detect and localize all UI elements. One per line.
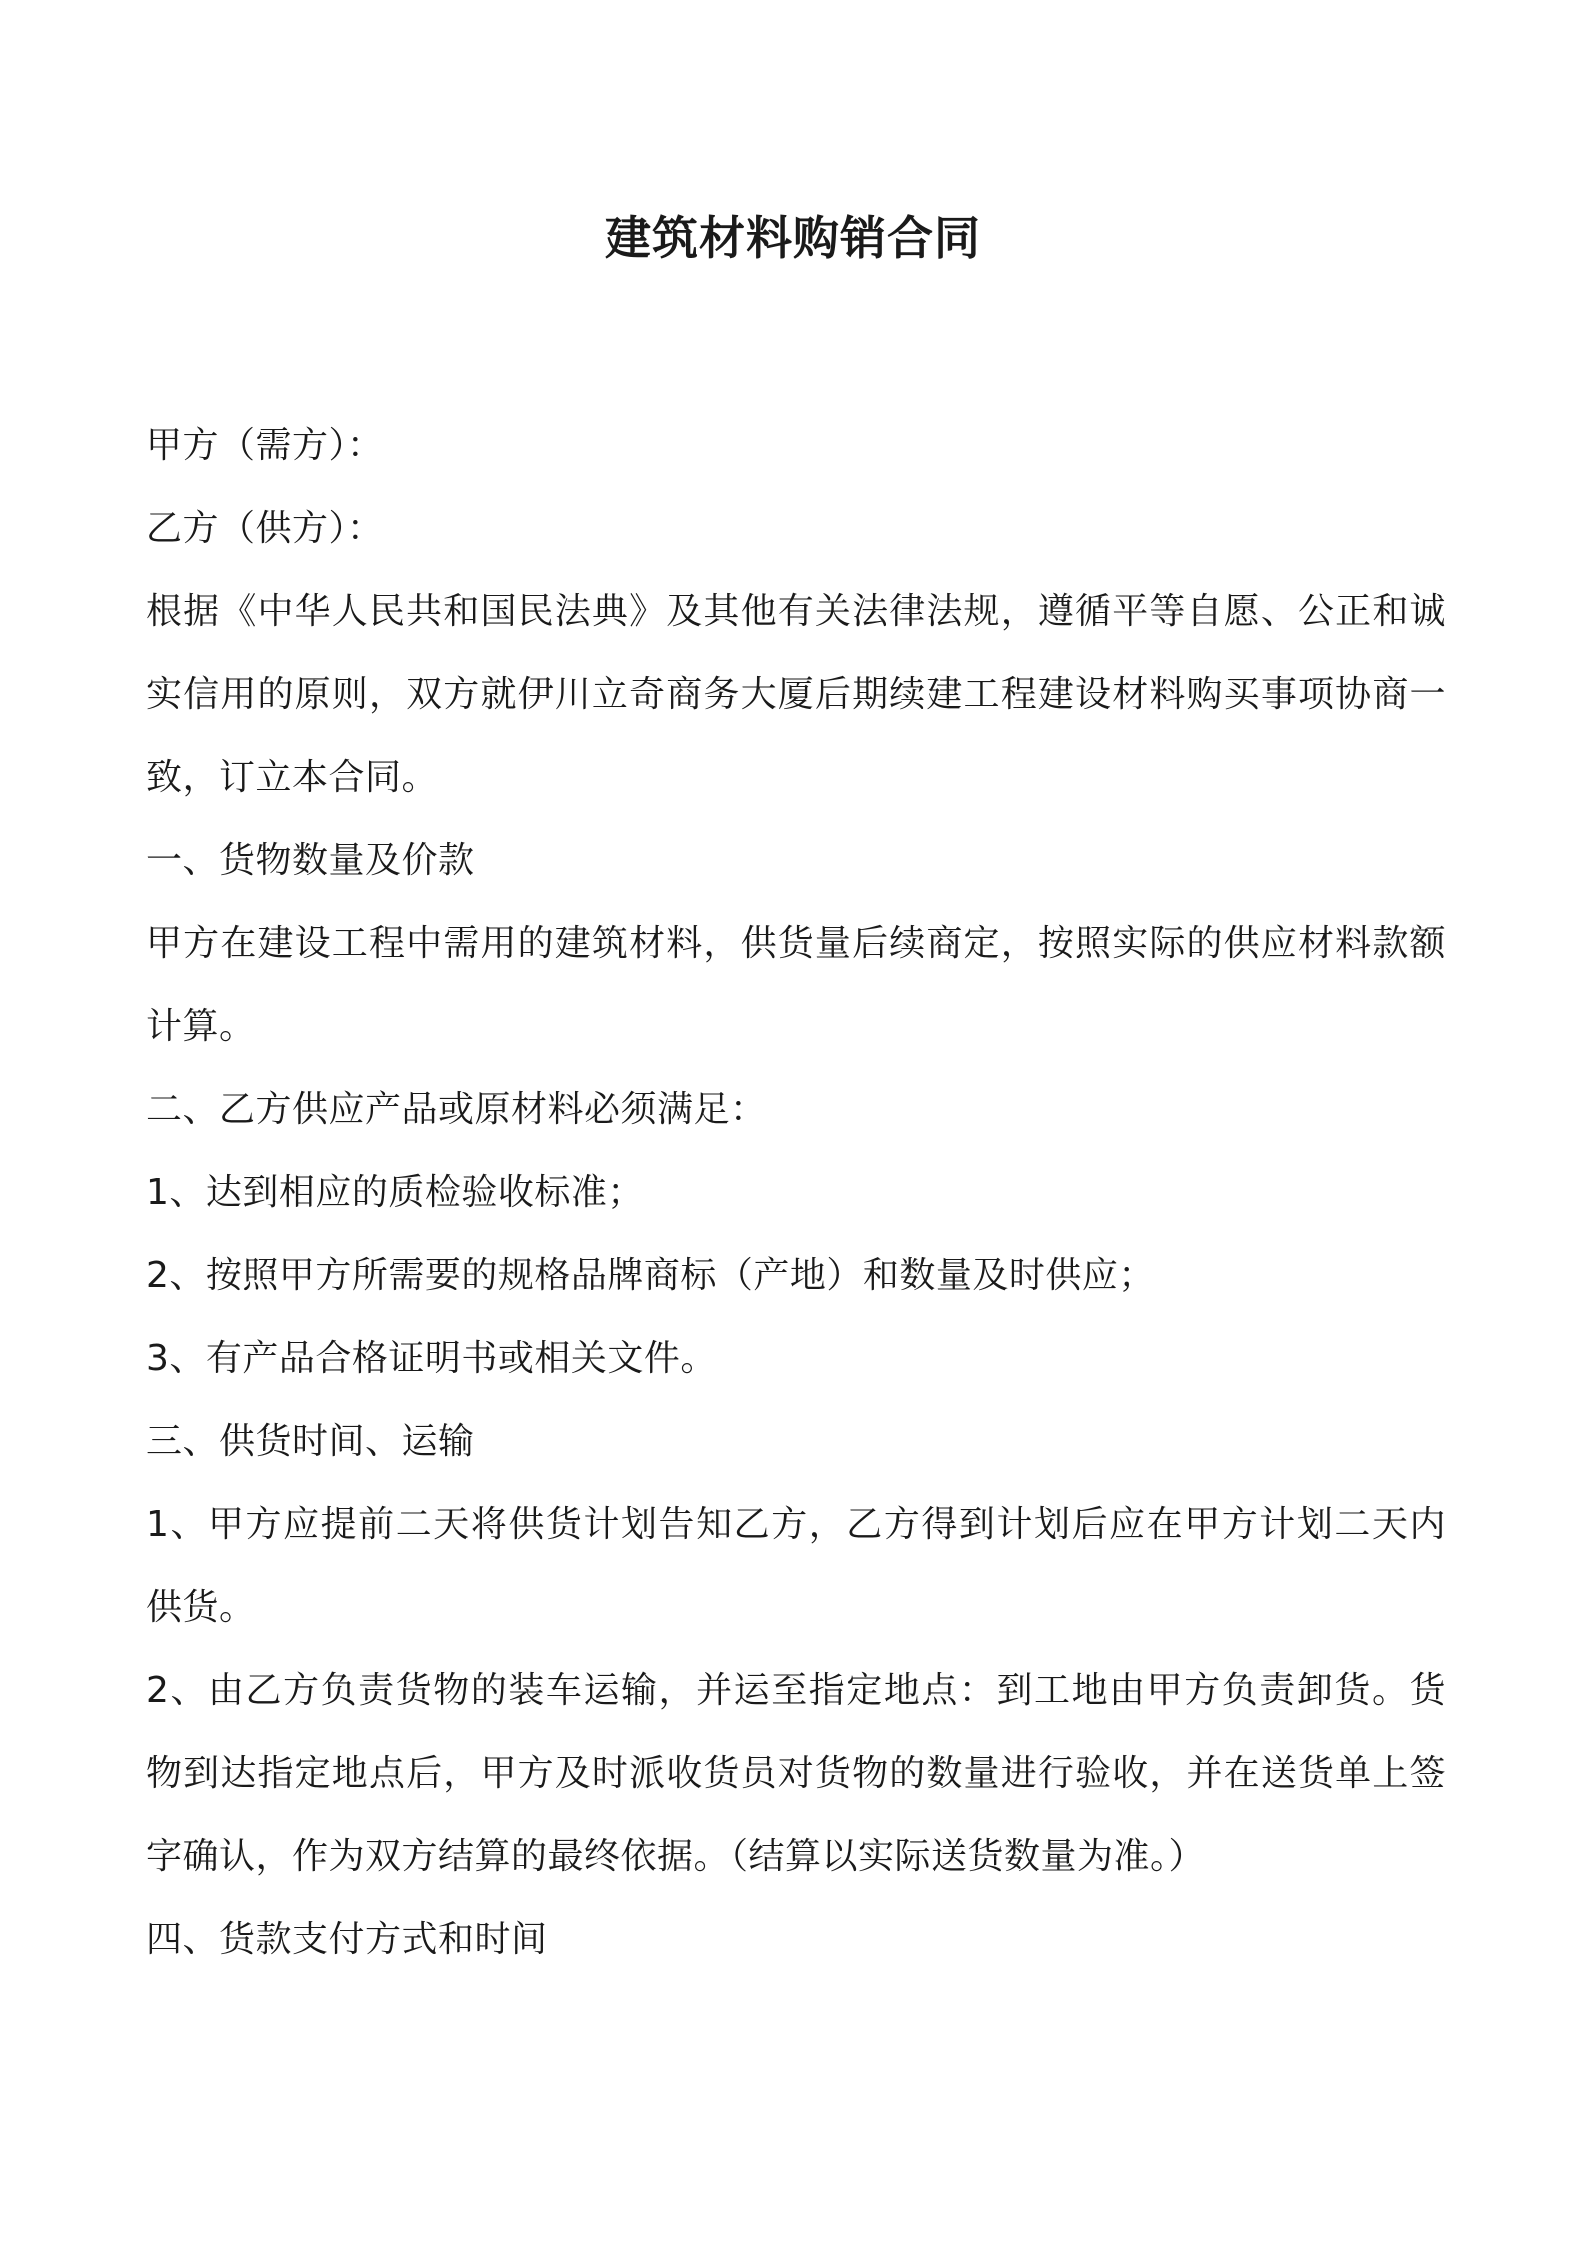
section-2-item-1: 1、达到相应的质检验收标准；: [146, 1172, 644, 1213]
party-b-line: 乙方（供方）：: [146, 508, 384, 549]
section-3-item-1: 1、甲方应提前二天将供货计划告知乙方，乙方得到计划后应在甲方计划二天内供货。: [146, 1504, 1446, 1628]
section-heading-2: 二、乙方供应产品或原材料必须满足：: [146, 1089, 767, 1130]
section-1-paragraph: 甲方在建设工程中需用的建筑材料，供货量后续商定，按照实际的供应材料款额计算。: [146, 923, 1446, 1047]
preamble-paragraph: 根据《中华人民共和国民法典》及其他有关法律法规，遵循平等自愿、公正和诚实信用的原则，双方就伊川立奇商务大厦后期续建工程建设材料购买事项协商一致，订立本合同。: [146, 591, 1446, 798]
document-body: [146, 404, 1446, 1981]
section-heading-3: 三、供货时间、运输: [146, 1421, 475, 1462]
section-2-item-2: 2、按照甲方所需要的规格品牌商标（产地）和数量及时供应；: [146, 1255, 1155, 1296]
party-a-line: 甲方（需方）：: [146, 425, 384, 466]
section-heading-4: 四、货款支付方式和时间: [146, 1919, 548, 1960]
section-3-item-2: 2、由乙方负责货物的装车运输，并运至指定地点：到工地由甲方负责卸货。货物到达指定地点后，甲方及时派收货员对货物的数量进行验收，并在送货单上签字确认，作为双方结算的最终依据。（结算以实际送货数量为准。）: [146, 1670, 1446, 1877]
section-2-item-3: 3、有产品合格证明书或相关文件。: [146, 1338, 717, 1379]
document-title: 建筑材料购销合同: [605, 211, 981, 265]
section-heading-1: 一、货物数量及价款: [146, 840, 475, 881]
